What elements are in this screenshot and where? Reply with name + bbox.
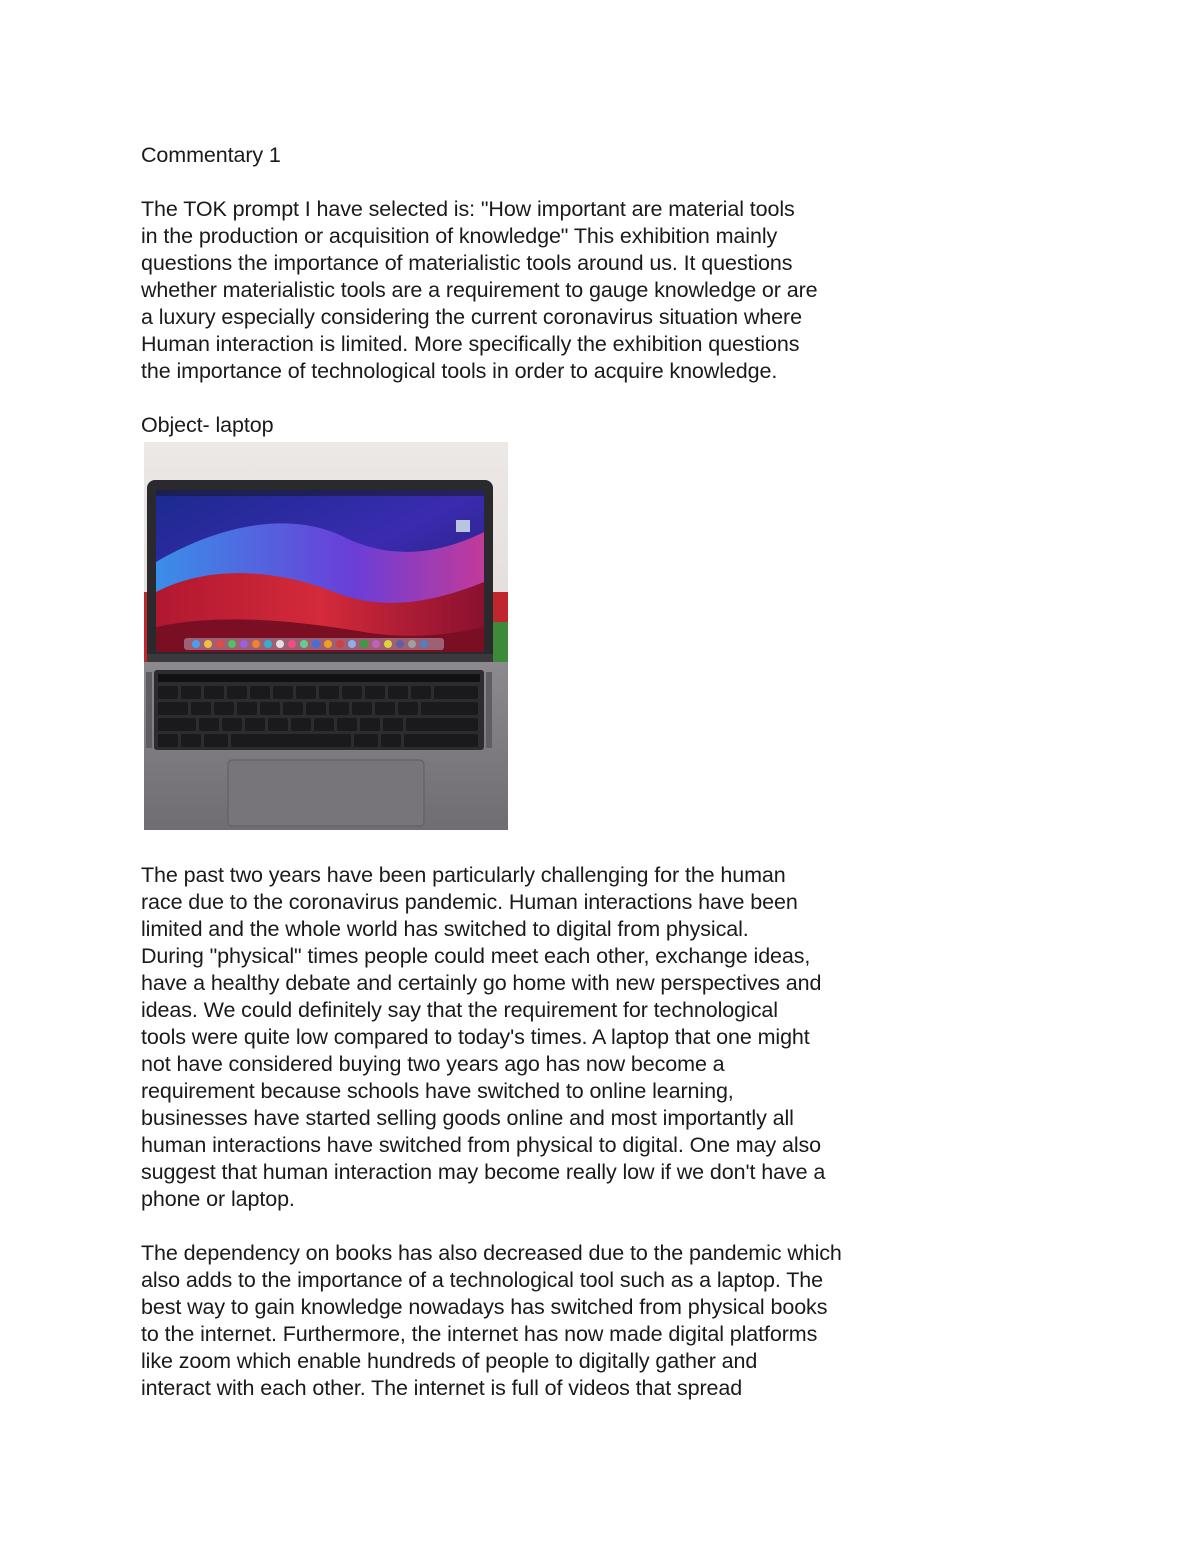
intro-paragraph [141, 196, 941, 385]
paragraph-line: requirement because schools have switched to online learning, [141, 1079, 734, 1103]
paragraph-line: the importance of technological tools in order to acquire knowledge. [141, 359, 778, 383]
paragraph-line: to the internet. Furthermore, the internet has now made digital platforms [141, 1322, 818, 1346]
paragraph-line: like zoom which enable hundreds of people to digitally gather and [141, 1349, 758, 1373]
paragraph-line: a luxury especially considering the current coronavirus situation where [141, 305, 802, 329]
paragraph-line: The past two years have been particularly challenging for the human [141, 863, 786, 887]
paragraph-line: phone or laptop. [141, 1187, 295, 1211]
body-paragraph [141, 862, 941, 1213]
document-page [141, 142, 941, 1402]
spacer [141, 1213, 941, 1240]
paragraph-line: Human interaction is limited. More specifically the exhibition questions [141, 332, 800, 356]
paragraph-line: ideas. We could definitely say that the requirement for technological [141, 998, 778, 1022]
paragraph-line: The TOK prompt I have selected is: "How important are material tools [141, 197, 795, 221]
spacer [141, 385, 941, 412]
paragraph-line: not have considered buying two years ago has now become a [141, 1052, 725, 1076]
paragraph-line: in the production or acquisition of knowledge" This exhibition mainly [141, 224, 778, 248]
paragraph-line: interact with each other. The internet is full of videos that spread [141, 1376, 743, 1400]
paragraph-line: also adds to the importance of a technological tool such as a laptop. The [141, 1268, 823, 1292]
paragraph-line: whether materialistic tools are a requirement to gauge knowledge or are [141, 278, 818, 302]
object-label: Object- laptop [141, 413, 274, 437]
paragraph-line: questions the importance of materialistic tools around us. It questions [141, 251, 793, 275]
paragraph-line: During "physical" times people could meet each other, exchange ideas, [141, 944, 811, 968]
paragraph-line: human interactions have switched from physical to digital. One may also [141, 1133, 822, 1157]
body-paragraph [141, 1240, 941, 1402]
paragraph-line: race due to the coronavirus pandemic. Human interactions have been [141, 890, 798, 914]
paragraph-line: businesses have started selling goods online and most importantly all [141, 1106, 794, 1130]
paragraph-line: The dependency on books has also decreased due to the pandemic which [141, 1241, 842, 1265]
paragraph-line: have a healthy debate and certainly go home with new perspectives and [141, 971, 822, 995]
paragraph-line: best way to gain knowledge nowadays has switched from physical books [141, 1295, 828, 1319]
document-heading: Commentary 1 [141, 143, 281, 167]
spacer [141, 169, 941, 196]
laptop-photo [144, 442, 508, 830]
paragraph-line: suggest that human interaction may become really low if we don't have a [141, 1160, 826, 1184]
paragraph-line: tools were quite low compared to today's times. A laptop that one might [141, 1025, 810, 1049]
paragraph-line: limited and the whole world has switched to digital from physical. [141, 917, 749, 941]
